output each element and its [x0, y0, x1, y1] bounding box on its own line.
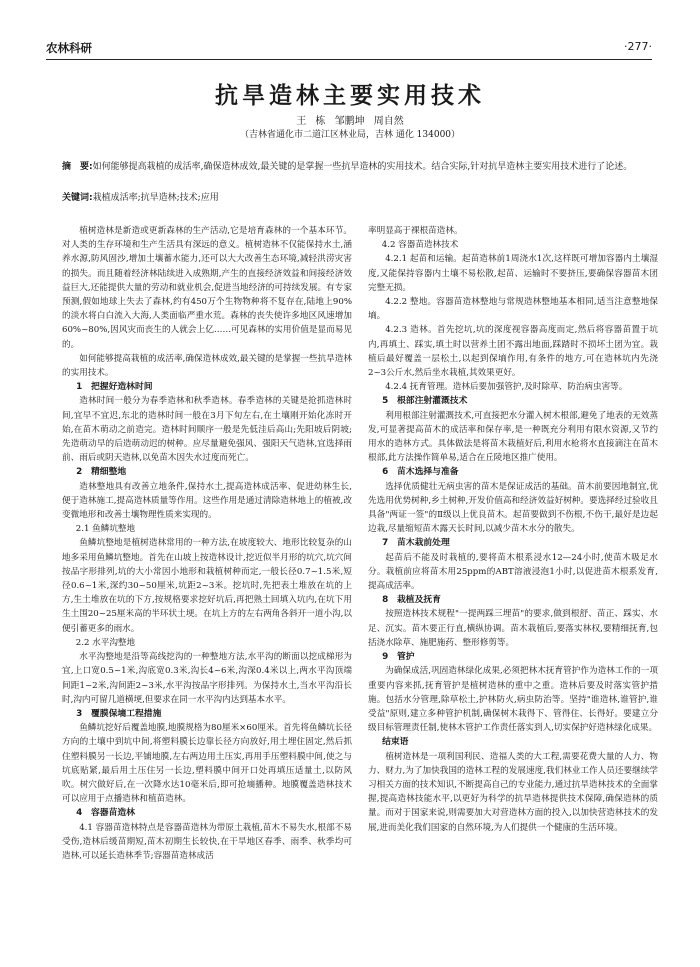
paragraph: 选择优质健壮无病虫害的苗木是保证成活的基础。苗木前要因地制宜,优先选用优势树种,乡土树种,开发价值高和经济效益好树种。要选择经过验收且具备"两证一签"的Ⅱ级以上优良苗木。起苗要做到不伤根,不伤干,最好是边起边栽,尽量缩短苗木露天长时间,以减少苗木水分的散失。 — [368, 481, 658, 535]
paragraph: 水平沟整地是沿等高线挖沟的一种整地方法,水平沟的断面以挖成梯形为宜,上口宽0.5~1米,沟底宽0.3米,沟长4~6米,沟深0.4米以上,两水平沟顶端间距1~2米,沟间距2~3米,水平沟按品字形排列。为保持水土,当水平沟沿长时,沟内可留几道横埂,但要求在同一水平沟内达到基本水平。 — [62, 652, 352, 705]
section-heading: 9 管护 — [382, 652, 415, 663]
section-heading: 结束语 — [382, 737, 409, 748]
abstract-text: 如何能够提高栽植的成活率,确保造林成效,最关键的是掌握一些抗旱造林的实用技术。结合实际,针对抗旱造林主要实用技术进行了论述。 — [92, 162, 633, 172]
keywords-text: 栽植成活率;抗旱造林;技术;应用 — [92, 193, 219, 203]
left-column — [62, 224, 352, 863]
paragraph: 按照造林技术规程"一提两踩三埋苗"的要求,做到根舒、苗正、踩实、水足、沉实。苗木要正行直,横纵协调。苗木栽植后,要落实林权,要精细抚育,包括浇水除草、施肥施药、整形修剪等。 — [368, 609, 658, 648]
paragraph: 造林时间一般分为春季造林和秋季造林。春季造林的关键是抢抓造林时间,宜早不宜迟,东北的造林时间一般在3月下旬左右,在土壤刚开始化冻时开始,在苗木萌动之前造完。造林时间顺序一般是先低洼后高山;先阳坡后阴坡;先造萌动早的后造萌动迟的树种。应尽量避免强风、强阳天气造林,宜选择雨前、雨后或阴天造林,以免苗木因失水过度而死亡。 — [62, 396, 352, 464]
affiliation: （吉林省通化市二道江区林业局，吉林 通化 134000） — [239, 130, 461, 140]
abstract-label: 摘 要: — [62, 162, 93, 172]
section-heading: 6 苗木选择与准备 — [382, 467, 459, 478]
paragraph: 4.2.4 抚育管理。造林后要加强管护,及时除草、防治病虫害等。 — [385, 382, 628, 393]
running-header — [46, 40, 652, 58]
paragraph: 起苗后不能及时栽植的,要将苗木根系浸水12—24小时,使苗木吸足水分。栽植前应将苗木用25ppm的ABT溶液浸泡1小时,以促进苗木根系发育,提高成活率。 — [368, 552, 658, 592]
section-heading: 2 精细整地 — [76, 467, 127, 478]
paragraph: 如何能够提高栽植的成活率,确保造林成效,最关键的是掌握一些抗旱造林的实用技术。 — [62, 353, 352, 379]
paragraph: 利用根部注射灌溉技术,可直接把水分灌入树木根部,避免了地表的无效蒸发,可显著提高苗木的成活率和保存率,是一种既充分利用有限水资源,又节约用水的造林方式。具体做法是将苗木栽植好后,利用水枪将水直接滴注在苗木根部,此方法操作简单易,适合在丘陵地区推广使用。 — [368, 410, 658, 464]
section-heading: 4 容器苗造林 — [76, 808, 135, 819]
authors: 王 栋 邹鹏坤 周自然 — [296, 116, 404, 127]
paragraph: 为确保成活,巩固造林绿化成果,必须把林木抚育管护作为造林工作的一项重要内容来抓,抚育管护是植树造林的重中之重。造林后要及时落实管护措施。包括水分管理,除草松土,护林防火,病虫防治等。坚持"谁造林,谁管护,谁受益"原则,建立多种管护机制,确保树木栽得下、管得住、长得好。要建立分级目标管理责任制,使林木管护工作责任落实到人,切实保护好造林绿化成果。 — [368, 666, 658, 734]
paragraph: 植树造林是新造或更新森林的生产活动,它是培育森林的一个基本环节。对人类的生存环境和生产生活具有深远的意义。植树造林不仅能保持水土,涵养水源,防风固沙,增加土壤蓄水能力,还可以大大改善生态环境,减轻洪涝灾害的损失。而且随着经济林陆续进入成熟期,产生的直接经济效益和间接经济效益巨大,还能提供大量的劳动和就业机会,促进当地经济的可持续发展。有专家预测,假如地球上失去了森林,约有450万个生物物种将不复存在,陆地上90%的淡水将白白流入大海,人类面临严重水荒。森林的丧失使许多地区风速增加60%~80%,因风灾而丧生的人就会上亿……可见森林的实用价值是显而易见的。 — [62, 226, 352, 350]
section-heading: 3 覆膜保墒工程措施 — [76, 708, 162, 719]
section-heading: 7 苗木栽前处理 — [382, 538, 450, 549]
section-heading: 8 栽植及抚育 — [382, 595, 441, 606]
paragraph: 4.1 容器苗造林特点是容器苗造林为带原土栽植,苗木不易失水,根部不易受伤,造林后缓苗期短,苗木初期生长较快,在干旱地区春季、雨季、秋季均可造林,可以延长造林季节;容器苗造林成活 — [62, 822, 352, 861]
subsection-heading: 2.1 鱼鳞坑整地 — [75, 524, 136, 535]
right-column — [368, 224, 658, 835]
header-rule — [46, 59, 652, 60]
subsection-heading: 4.2 容器苗造林技术 — [381, 240, 459, 251]
page-number: ·277· — [624, 40, 652, 53]
paragraph: 植树造林是一项利国利民、造福人类的大工程,需要花费大量的人力、物力、财力,为了加快我国的造林工程的发展速度,我们林业工作人员还要继续学习相关方面的技术知识,不断提高自己的专业能力,通过抗旱造林技术的全面掌握,提高造林技能水平,以更好为科学的抗旱造林提供技术保障,确保造林的质量。而对于国家来说,则需要加大对营造林方面的投入,以加快营造林技术的发展,进而美化我们国家的自然环境,为人们提供一个健康的生活环境。 — [368, 751, 658, 833]
journal-name: 农林科研 — [46, 41, 92, 55]
abstract — [62, 160, 656, 174]
paragraph: 率明显高于裸根苗造林。 — [368, 226, 463, 236]
paragraph: 造林整地具有改善立地条件,保持水土,提高造林成活率、促进幼林生长,便于造林施工,提高造林质量等作用。这些作用是通过清除造林地上的植被,改变微地形和改善土壤物理性质来实现的。 — [62, 481, 352, 521]
section-heading: 1 把握好造林时间 — [76, 382, 153, 393]
keywords — [62, 191, 656, 205]
paper-title: 抗旱造林主要实用技术 — [215, 83, 485, 109]
section-heading: 5 根部注射灌溉技术 — [382, 396, 468, 407]
paragraph: 4.2.2 整地。容器苗造林整地与常规造林整地基本相同,适当注意整地保墒。 — [368, 297, 658, 322]
paragraph: 4.2.1 起苗和运输。起苗造林前1周浇水1次,这样既可增加容器内土壤湿度,又能保持容器内土壤不易松散,起苗、运输时不要挤压,要确保容器苗木团完整无损。 — [368, 254, 658, 293]
paragraph: 鱼鳞坑整地是植树造林常用的一种方法,在坡度较大、地形比较复杂的山地多采用鱼鳞坑整地。首先在山坡上按造林设计,挖近似半月形的坑穴,坑穴间按品字形排列,坑的大小常因小地形和栽植树种而定,一般长径0.7~1.5米,短径0.6~1米,深约30~50厘米,坑距2~3米。挖坑时,先把表土堆放在坑的上方,生土堆放在坑的下方,按规格要求挖好坑后,再把熟土回填入坑内,在坑下用生土围20~25厘米高的半环状土埂。在坑上方的左右两角各斜开一道小沟,以便引蓄更多的雨水。 — [62, 538, 352, 634]
subsection-heading: 2.2 水平沟整地 — [75, 637, 136, 648]
keywords-label: 关键词: — [62, 193, 93, 203]
paragraph: 鱼鳞坑挖好后覆盖地膜,地膜规格为80厘米×60厘米。首先将鱼鳞坑长径方向的土壤中到坑中间,将塑料膜长边靠长径方向放好,用土埋住固定,然后抓住塑料膜另一长边,平铺地膜,左右两边用土压实,再用手压塑料膜中间,使之与坑底贴紧,最后用土压住另一长边,塑料膜中间开口处再填压适量土,以防风吹。树穴做好后,在一次降水达10毫米后,即可抢墒播种。地膜覆盖造林技术可以应用于点播造林和植苗造林。 — [62, 723, 352, 805]
paragraph: 4.2.3 造林。首先挖坑,坑的深度视容器高度而定,然后将容器苗置于坑内,再填土、踩实,填土时以营养土团不露出地面,踩踏时不损坏土团为宜。栽植后最好覆盖一层松土,以起到保墒作用,有条件的地方,可在造林坑内先浇2~3公斤水,然后坐水栽植,其效果更好。 — [368, 325, 658, 379]
